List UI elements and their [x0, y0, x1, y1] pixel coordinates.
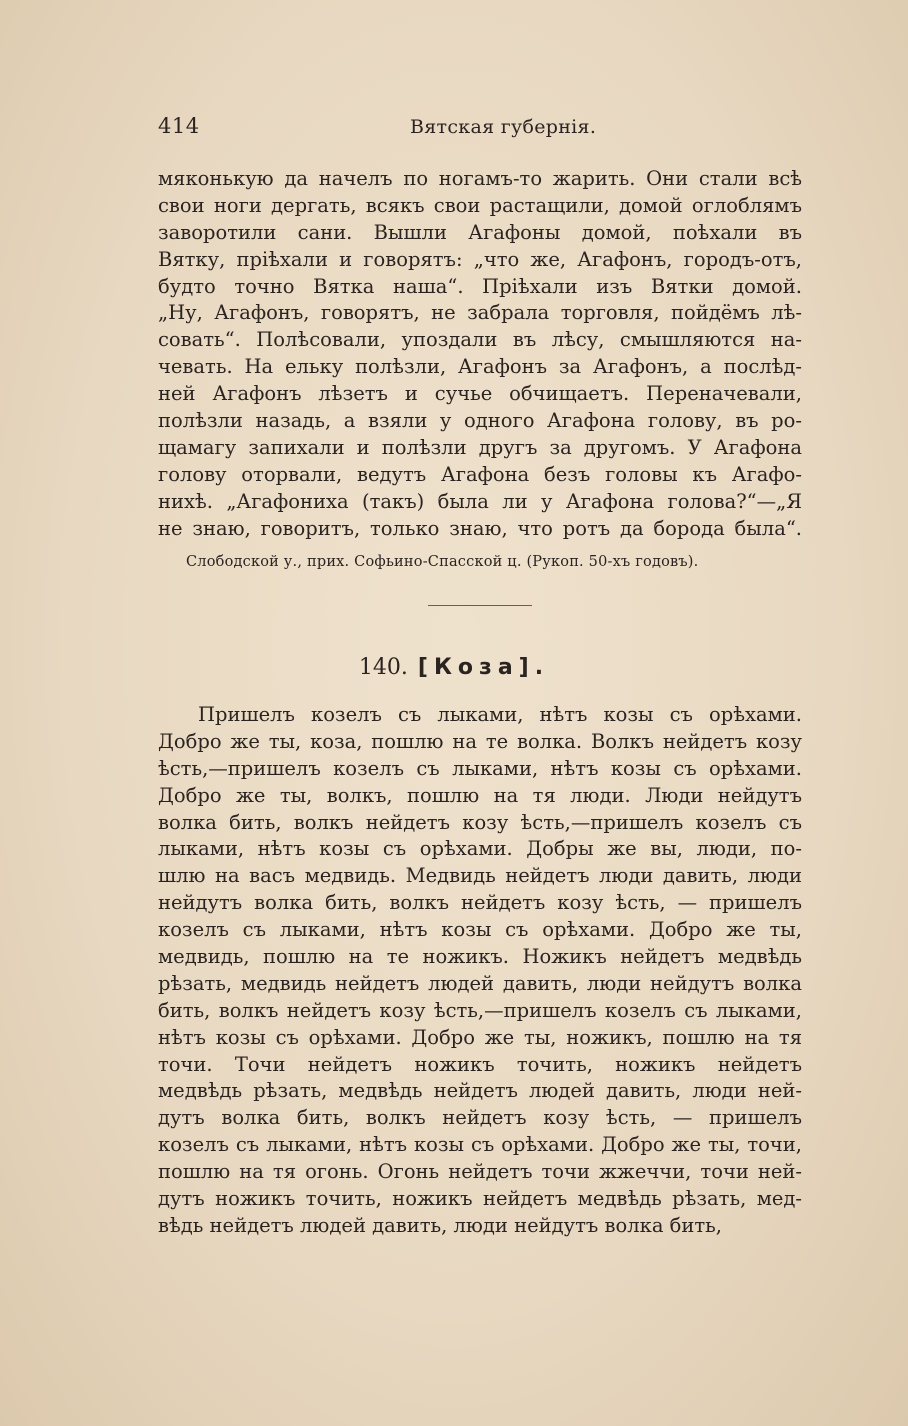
- text-line: вѣдь нейдетъ людей давить, люди нейдутъ волка бить,: [158, 1213, 722, 1237]
- text-line: волка бить, волкъ нейдетъ козу ѣсть,—пришелъ козелъ съ: [158, 810, 802, 834]
- text-line: нѣтъ козы съ орѣхами. Добро же ты, ножикъ, пошлю на тя: [158, 1025, 802, 1049]
- text-line: пошлю на тя огонь. Огонь нейдетъ точи жжеччи, точи ней-: [158, 1160, 802, 1184]
- text-line: лыками, нѣтъ козы съ орѣхами. Добры же вы, люди, по-: [158, 837, 802, 861]
- text-line: не знаю, говоритъ, только знаю, что ротъ да борода была“.: [158, 516, 802, 540]
- text-line: рѣзать, медвидь нейдетъ людей давить, люди нейдутъ волка: [158, 971, 802, 995]
- text-line: нейдутъ волка бить, волкъ нейдетъ козу ѣсть, — пришелъ: [158, 891, 802, 915]
- section-divider: [428, 605, 532, 606]
- page-header: [158, 114, 802, 144]
- text-line: Пришелъ козелъ съ лыками, нѣтъ козы съ орѣхами.: [198, 703, 802, 726]
- text-line: будто точно Вятка наша“. Пріѣхали изъ Вятки домой.: [158, 274, 802, 298]
- text-line: голову оторвали, ведутъ Агафона безъ головы къ Агафо-: [158, 462, 802, 486]
- text-line: щамагу запихали и полѣзли другъ за другомъ. У Агафона: [158, 435, 802, 459]
- text-line: заворотили сани. Вышли Агафоны домой, поѣхали въ: [158, 220, 802, 244]
- text-line: бить, волкъ нейдетъ козу ѣсть,—пришелъ козелъ съ лыками,: [158, 998, 802, 1022]
- text-line: полѣзли назадь, а взяли у одного Агафона голову, въ ро-: [158, 409, 802, 433]
- section-number: 140.: [358, 655, 408, 680]
- story-body: [158, 702, 802, 1240]
- section-title: [Коза].: [417, 655, 550, 680]
- previous-story-ending: [158, 166, 802, 542]
- text-line: „Ну, Агафонъ, говорятъ, не забрала торговля, пойдёмъ лѣ-: [158, 301, 802, 325]
- source-note: Слободской у., прих. Софьино-Спасской ц. (Рукоп. 50-хъ годовъ).: [186, 554, 699, 570]
- text-line: козелъ съ лыками, нѣтъ козы съ орѣхами. Добро же ты,: [158, 918, 802, 942]
- text-line: нихѣ. „Агафониха (такъ) была ли у Агафона голова?“—„Я: [158, 489, 802, 513]
- text-line: ѣсть,—пришелъ козелъ съ лыками, нѣтъ козы съ орѣхами.: [158, 756, 802, 780]
- text-line: свои ноги дергать, всякъ свои растащили, домой оглоблямъ: [158, 193, 802, 217]
- text-line: дутъ ножикъ точить, ножикъ нейдетъ медвѣдь рѣзать, мед-: [158, 1187, 802, 1211]
- text-line: ней Агафонъ лѣзетъ и сучье обчищаетъ. Переначевали,: [158, 382, 802, 406]
- text-line: точи. Точи нейдетъ ножикъ точить, ножикъ нейдетъ: [158, 1052, 802, 1076]
- text-line: шлю на васъ медвидь. Медвидь нейдетъ люди давить, люди: [158, 864, 802, 888]
- text-line: дутъ волка бить, волкъ нейдетъ козу ѣсть, — пришелъ: [158, 1106, 802, 1130]
- text-line: Добро же ты, коза, пошлю на те волка. Волкъ нейдетъ козу: [158, 729, 802, 753]
- text-line: Добро же ты, волкъ, пошлю на тя люди. Люди нейдутъ: [158, 783, 802, 807]
- page-number: 414: [158, 114, 200, 138]
- text-line: медвидь, пошлю на те ножикъ. Ножикъ нейдетъ медвѣдь: [158, 945, 802, 969]
- text-line: совать“. Полѣсовали, упоздали въ лѣсу, смышляются на-: [158, 328, 802, 352]
- text-line: мяконькую да начелъ по ногамъ-то жарить. Они стали всѣ: [158, 167, 802, 190]
- running-title: Вятская губернія.: [410, 116, 597, 138]
- section-heading: [0, 655, 908, 680]
- text-line: чевать. На ельку полѣзли, Агафонъ за Агафонъ, а послѣд-: [158, 355, 802, 379]
- text-line: козелъ съ лыками, нѣтъ козы съ орѣхами. Добро же ты, точи,: [158, 1133, 802, 1157]
- text-line: медвѣдь рѣзать, медвѣдь нейдетъ людей давить, люди ней-: [158, 1079, 802, 1103]
- text-line: Вятку, пріѣхали и говорятъ: „что же, Агафонъ, городъ-отъ,: [158, 247, 802, 271]
